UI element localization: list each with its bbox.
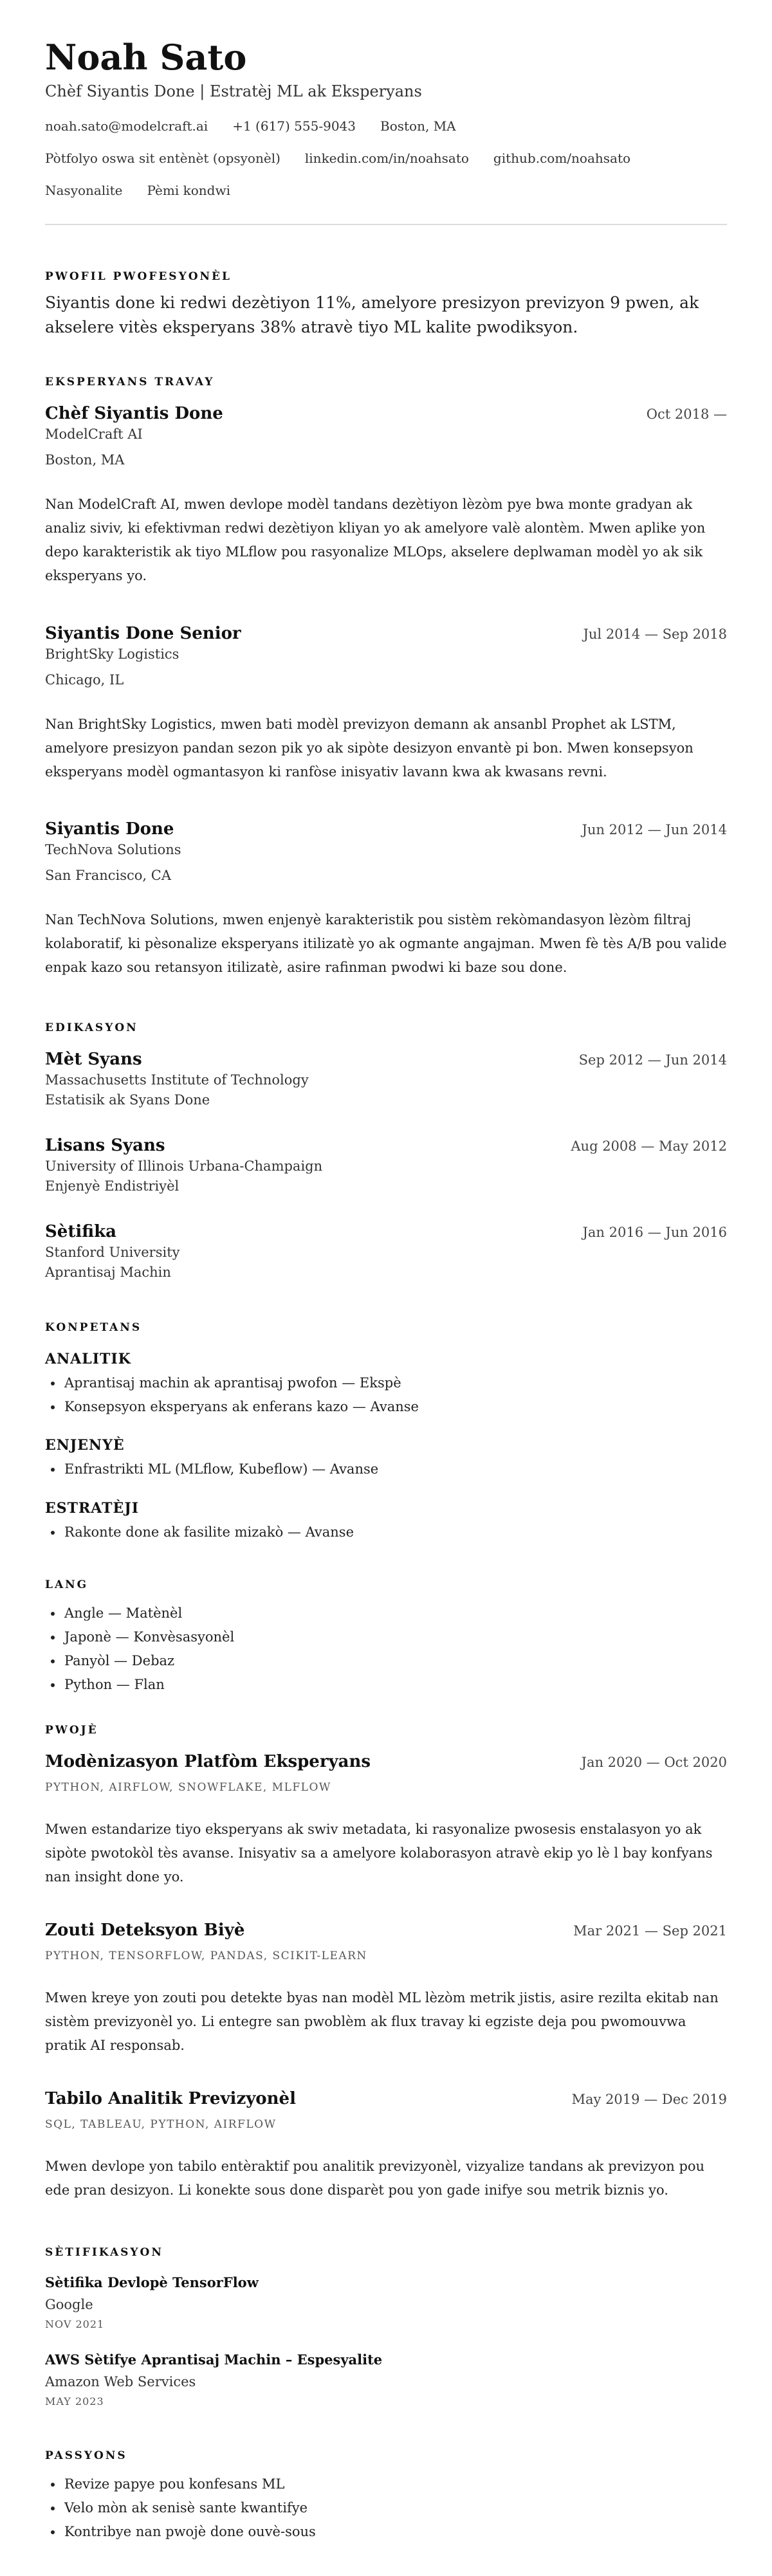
contact-phone[interactable]: +1 (617) 555-9043 (232, 118, 356, 134)
skills-section (45, 1320, 727, 1335)
job-date: Jun 2012 — Jun 2014 (582, 822, 727, 837)
job-location: Chicago, IL (45, 672, 124, 688)
certification-title: Sètifika Devlopè TensorFlow (45, 2274, 259, 2290)
summary-text: Siyantis done ki redwi dezètiyon 11%, amelyore presizyon previzyon 9 pwen, ak akselere vitès eksperyans 38% atravè tiyo ML kalite pwodiksyon. (45, 293, 699, 336)
hobby-item: • Revize papye pou konfesans ML (63, 2472, 727, 2496)
project-title: Zouti Deteksyon Biyè (45, 1921, 245, 1940)
languages-section (45, 1577, 727, 1697)
education-field: Aprantisaj Machin (45, 1265, 171, 1280)
certification-item (45, 2273, 727, 2332)
education-school: Massachusetts Institute of Technology (45, 1072, 309, 1088)
summary-title: PWOFIL PWOFESYONÈL (45, 270, 232, 283)
contact-portfolio[interactable]: Pòtfolyo oswa sit entènèt (opsyonèl) (45, 151, 280, 166)
project-tech: SQL, TABLEAU, PYTHON, AIRFLOW (45, 2118, 277, 2131)
education-field: Enjenyè Endistriyèl (45, 1178, 179, 1194)
certification-date: MAY 2023 (45, 2395, 104, 2407)
experience-title: EKSPERYANS TRAVAY (45, 376, 215, 388)
contact-email[interactable]: noah.sato@modelcraft.ai (45, 118, 208, 134)
certification-date: NOV 2021 (45, 2318, 105, 2330)
education-degree: Lisans Syans (45, 1136, 165, 1155)
language-item: • Panyòl — Debaz (63, 1649, 727, 1673)
education-degree: Sètifika (45, 1222, 116, 1241)
hobby-item: • Velo mòn ak senisè sante kwantifye (63, 2496, 727, 2520)
contact-nationality: Nasyonalite (45, 183, 123, 198)
project-item (45, 1919, 727, 2058)
skill-group (45, 1499, 727, 1544)
education-degree: Mèt Syans (45, 1050, 142, 1069)
job-description: Nan BrightSky Logistics, mwen bati modèl previzyon demann ak ansanbl Prophet ak LSTM, amelyore presizyon pandan sezon pik yo ak sipòte desizyon envantè pi bon. Mwen konsepsyon eksperyans modèl ogmantasyon ki ranfòse inisyativ lavann kwa ak kwasans revni. (45, 717, 694, 780)
education-field: Estatisik ak Syans Done (45, 1092, 210, 1108)
job-item (45, 818, 727, 980)
language-item: • Python — Flan (63, 1673, 727, 1697)
contact-extra-row (45, 181, 727, 199)
certification-title: AWS Sètifye Aprantisaj Machin – Espesyalite (45, 2352, 383, 2368)
project-description: Mwen devlope yon tabilo entèraktif pou analitik previzyonèl, vizyalize tandans ak previzyon pou ede pran desizyon. Li konekte sous done disparèt pou yon gade inifye sou metrik biznis yo. (45, 2159, 705, 2198)
certification-item (45, 2350, 727, 2409)
header-divider (45, 224, 727, 225)
job-item (45, 403, 727, 588)
job-location: Boston, MA (45, 452, 125, 468)
job-title: Siyantis Done (45, 819, 174, 839)
education-item (45, 1135, 727, 1196)
language-item: • Angle — Matènèl (63, 1602, 727, 1625)
contact-permit: Pèmi kondwi (147, 183, 230, 198)
languages-title: LANG (45, 1578, 89, 1591)
job-date: Jul 2014 — Sep 2018 (583, 626, 727, 642)
education-school: Stanford University (45, 1245, 180, 1260)
certifications-section (45, 2245, 727, 2260)
hobby-item: • Kontribye nan pwojè done ouvè-sous (63, 2520, 727, 2544)
education-item (45, 1221, 727, 1283)
experience-section (45, 374, 727, 390)
skill-item: • Rakonte done ak fasilite mizakò — Avanse (63, 1521, 727, 1544)
skill-group-title: ENJENYÈ (45, 1437, 125, 1454)
skill-item: • Konsepsyon eksperyans ak enferans kazo — Avanse (63, 1395, 727, 1419)
language-item: • Japonè — Konvèsasyonèl (63, 1625, 727, 1649)
contact-linkedin[interactable]: linkedin.com/in/noahsato (304, 151, 469, 166)
education-item (45, 1048, 727, 1110)
skills-title: KONPETANS (45, 1321, 142, 1334)
candidate-name: Noah Sato (45, 37, 247, 78)
summary-section (45, 269, 727, 340)
education-section (45, 1020, 727, 1036)
education-title: EDIKASYON (45, 1021, 138, 1034)
candidate-subtitle: Chèf Siyantis Done | Estratèj ML ak Eksperyans (45, 82, 422, 100)
project-tech: PYTHON, AIRFLOW, SNOWFLAKE, MLFLOW (45, 1781, 331, 1794)
job-company: ModelCraft AI (45, 426, 143, 442)
job-title: Siyantis Done Senior (45, 624, 241, 643)
project-title: Tabilo Analitik Previzyonèl (45, 2089, 296, 2108)
project-date: Jan 2020 — Oct 2020 (581, 1755, 727, 1770)
project-description: Mwen kreye yon zouti pou detekte byas nan modèl ML lèzòm metrik jistis, asire rezilta ekitab nan sistèm previzyonèl yo. Li entegre san pwoblèm ak flux travay ki egziste deja pou pwomouvwa pratik AI responsab. (45, 1990, 719, 2053)
project-item (45, 2088, 727, 2202)
certification-issuer: Google (45, 2297, 93, 2312)
project-item (45, 1751, 727, 1889)
project-description: Mwen estandarize tiyo eksperyans ak swiv metadata, ki rasyonalize pwosesis enstalasyon yo ak sipòte pwotokòl tès avanse. Inisyativ sa a amelyore kolaborasyon atravè ekip yo lè l bay konfyans nan insight done yo. (45, 1822, 713, 1885)
contact-links-row (45, 149, 727, 167)
project-title: Modènizasyon Platfòm Eksperyans (45, 1752, 371, 1771)
job-company: TechNova Solutions (45, 842, 181, 857)
project-date: Mar 2021 — Sep 2021 (573, 1923, 727, 1939)
education-date: Aug 2008 — May 2012 (571, 1138, 727, 1154)
skill-group-title: ANALITIK (45, 1351, 131, 1367)
skill-group (45, 1436, 727, 1481)
project-date: May 2019 — Dec 2019 (571, 2092, 727, 2107)
hobbies-title: PASSYONS (45, 2449, 127, 2462)
job-item (45, 623, 727, 784)
contact-row (45, 117, 727, 135)
projects-title: PWOJÈ (45, 1724, 98, 1737)
contact-github[interactable]: github.com/noahsato (493, 151, 631, 166)
job-title: Chèf Siyantis Done (45, 404, 223, 423)
skill-item: • Enfrastrikti ML (MLflow, Kubeflow) — Avanse (63, 1457, 727, 1481)
project-tech: PYTHON, TENSORFLOW, PANDAS, SCIKIT-LEARN (45, 1950, 367, 1962)
skill-group-title: ESTRATÈJI (45, 1500, 140, 1517)
certifications-title: SÈTIFIKASYON (45, 2246, 163, 2259)
education-school: University of Illinois Urbana-Champaign (45, 1158, 323, 1174)
education-date: Jan 2016 — Jun 2016 (582, 1225, 727, 1240)
job-company: BrightSky Logistics (45, 646, 179, 662)
certification-issuer: Amazon Web Services (45, 2374, 196, 2389)
job-description: Nan ModelCraft AI, mwen devlope modèl tandans dezètiyon lèzòm pye bwa monte gradyan ak analiz siviv, ki efektivman redwi dezètiyon kliyan yo ak amelyore valè alontèm. Mwen aplike yon depo karakteristik ak tiyo MLflow pou rasyonalize MLOps, akselere deplwaman modèl yo ak sik eksperyans yo. (45, 497, 706, 583)
projects-section (45, 1722, 727, 1738)
hobbies-section (45, 2448, 727, 2544)
skill-item: • Aprantisaj machin ak aprantisaj pwofon — Ekspè (63, 1371, 727, 1395)
education-date: Sep 2012 — Jun 2014 (578, 1052, 727, 1068)
job-description: Nan TechNova Solutions, mwen enjenyè karakteristik pou sistèm rekòmandasyon lèzòm filtraj kolaboratif, ki pèsonalize eksperyans itilizatè yo ak ogmante angajman. Mwen fè tès A/B pou valide enpak kazo sou retansyon itilizatè, asire rafinman pwodwi ki baze sou done. (45, 912, 727, 975)
job-date: Oct 2018 — (646, 406, 727, 422)
contact-location: Boston, MA (380, 118, 456, 134)
job-location: San Francisco, CA (45, 868, 172, 883)
skill-group (45, 1349, 727, 1419)
